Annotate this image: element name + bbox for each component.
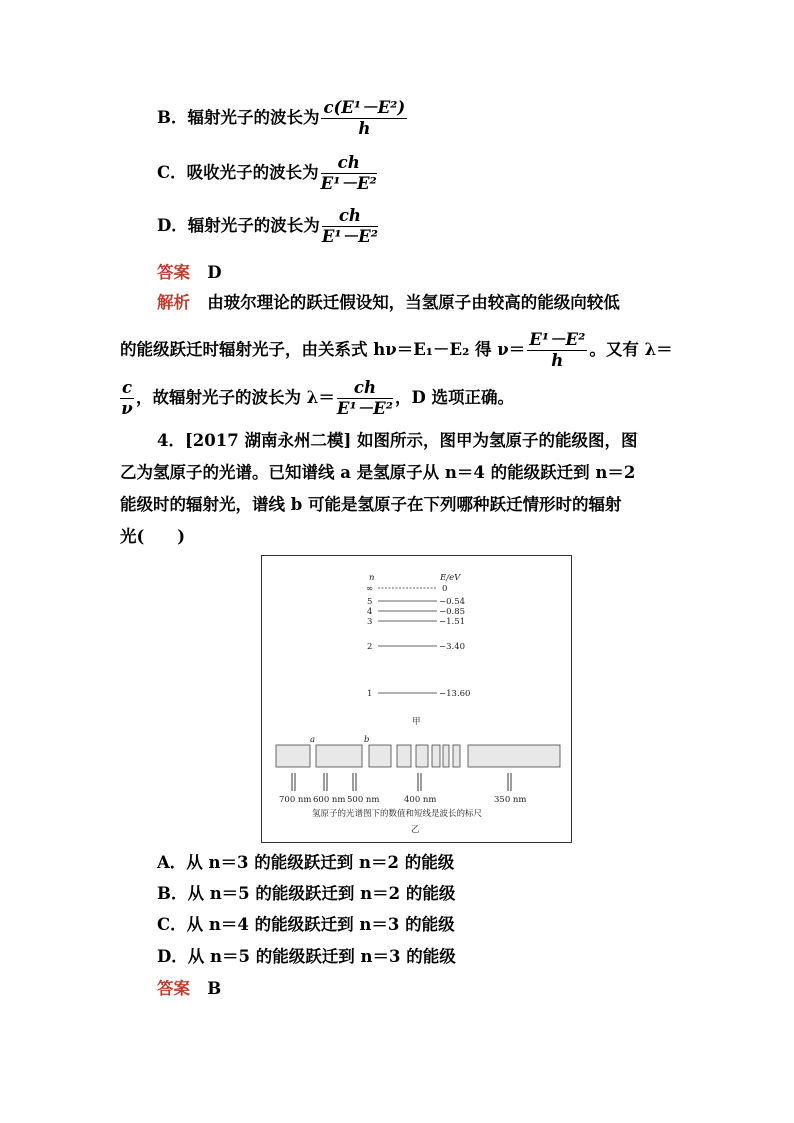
answer-value: D: [207, 263, 222, 282]
frac-den: E¹－E²: [320, 174, 377, 193]
option-c-top: [157, 153, 379, 194]
option-c: C．从 n＝4 的能级跃迁到 n＝3 的能级: [157, 915, 455, 934]
spectrum-band: [468, 745, 560, 767]
answer-2: [157, 978, 221, 1000]
answer-value: B: [207, 979, 222, 998]
frac-num: c: [122, 378, 133, 397]
scale-label: 600 nm: [313, 795, 346, 805]
fraction: [527, 330, 587, 371]
question-4-line-1: 4．[2017 湖南永州二模] 如图所示，图甲为氢原子的能级图，图: [157, 431, 638, 450]
analysis-line-2: [120, 330, 673, 371]
analysis-text: 由玻尔理论的跃迁假设知，当氢原子由较高的能级向较低: [207, 293, 620, 312]
hydrogen-figure: [261, 555, 572, 843]
fraction: [321, 153, 377, 194]
wavelength-scale: [292, 773, 511, 791]
spectrum-band: [432, 745, 440, 767]
figure-caption: 氢原子的光谱图下的数值和短线是波长的标尺: [312, 809, 483, 819]
frac-num: ch: [322, 206, 378, 227]
spectrum-band: [369, 745, 391, 767]
spectrum: [276, 745, 560, 767]
line-a-label: a: [310, 735, 316, 745]
analysis-text: 的能级跃迁时辐射光子，由关系式: [120, 340, 368, 359]
label-jia: 甲: [412, 717, 421, 727]
option-b-top: [157, 98, 409, 139]
answer-tag: 答案: [157, 263, 190, 282]
analysis-equation: hν＝E₁－E₂ 得 ν＝: [373, 340, 526, 359]
analysis-line-3: [118, 378, 514, 419]
level-e: −1.51: [439, 617, 466, 627]
analysis-text: 。又有 λ＝: [589, 340, 673, 359]
level-e: −0.85: [439, 607, 466, 617]
frac-den: h: [551, 351, 564, 370]
analysis-text: ，故辐射光子的波长为 λ＝: [136, 388, 335, 407]
fraction: [337, 378, 393, 419]
spectrum-band: [316, 745, 362, 767]
option-label: C．吸收光子的波长为: [157, 163, 319, 182]
line-b-label: b: [364, 735, 370, 745]
fraction: [321, 98, 407, 139]
level-n: ∞: [366, 584, 374, 594]
answer-tag: 答案: [157, 979, 190, 998]
level-n: 2: [367, 642, 373, 652]
energy-spectrum-diagram: [262, 556, 571, 842]
question-4-line-4: 光( ): [120, 527, 186, 546]
level-e: −0.54: [439, 597, 466, 607]
frac-num: E¹－E²: [529, 330, 586, 349]
level-e: −3.40: [439, 642, 466, 652]
header-n: n: [369, 573, 375, 583]
question-4-line-3: 能级时的辐射光，谱线 b 可能是氢原子在下列哪种跃迁情形时的辐射: [120, 495, 622, 514]
scale-label: 350 nm: [494, 795, 527, 805]
scale-label: 500 nm: [347, 795, 380, 805]
spectrum-band: [443, 745, 449, 767]
level-n: 4: [367, 607, 373, 617]
spectrum-band: [416, 745, 428, 767]
analysis-line-1: [157, 292, 620, 314]
header-e: E/eV: [440, 573, 461, 583]
frac-den: E¹－E²: [336, 399, 393, 418]
scale-label: 400 nm: [404, 795, 437, 805]
option-a: A．从 n＝3 的能级跃迁到 n＝2 的能级: [157, 853, 455, 872]
frac-num: ch: [337, 378, 393, 399]
option-b: B．从 n＝5 的能级跃迁到 n＝2 的能级: [157, 884, 456, 903]
analysis-text: ，D 选项正确。: [394, 388, 515, 407]
frac-num: ch: [321, 153, 377, 174]
fraction: [120, 378, 134, 419]
scale-label: 700 nm: [279, 795, 312, 805]
frac-den: h: [358, 119, 371, 138]
level-n: 5: [367, 597, 373, 607]
level-e: 0: [442, 584, 448, 594]
option-d: D．从 n＝5 的能级跃迁到 n＝3 的能级: [157, 947, 456, 966]
option-d-top: [157, 206, 380, 247]
question-4-line-2: 乙为氢原子的光谱。已知谱线 a 是氢原子从 n＝4 的能级跃迁到 n＝2: [120, 463, 636, 482]
option-label: D．辐射光子的波长为: [157, 216, 320, 235]
spectrum-band: [453, 745, 460, 767]
answer-1: [157, 262, 222, 284]
spectrum-band: [397, 745, 411, 767]
analysis-tag: 解析: [157, 293, 190, 312]
level-n: 3: [367, 617, 373, 627]
fraction: [322, 206, 378, 247]
option-label: B．辐射光子的波长为: [157, 108, 320, 127]
level-n: 1: [367, 689, 373, 699]
frac-num: c(E¹－E²): [323, 98, 406, 117]
frac-den: ν: [121, 399, 133, 418]
spectrum-band: [276, 745, 310, 767]
level-e: −13.60: [439, 689, 471, 699]
label-yi: 乙: [411, 825, 420, 835]
frac-den: E¹－E²: [321, 227, 378, 246]
